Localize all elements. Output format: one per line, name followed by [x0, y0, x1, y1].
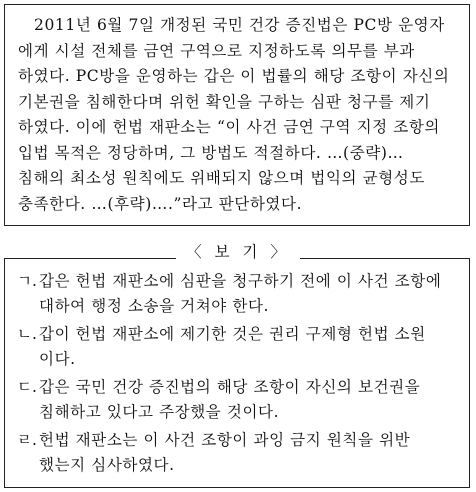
- passage-line: 2011년 6월 7일 개정된 국민 건강 증진법은 PC방 운영자: [34, 16, 445, 34]
- passage-line: 하였다. 이에 헌법 재판소는 “이 사건 금연 구역 지정 조항의: [18, 118, 440, 136]
- bogi-item-d: [17, 428, 459, 477]
- passage-line: 입법 목적은 정당하며, 그 방법도 적절하다. …(중략)…: [18, 143, 404, 162]
- item-line: 이다.: [39, 349, 76, 368]
- passage-line: 기본권을 침해한다며 위헌 확인을 구하는 심판 청구를 제기: [18, 92, 431, 111]
- bogi-item-a: [17, 269, 459, 318]
- passage-line: 에게 시설 전체를 금연 구역으로 지정하도록 의무를 부과: [18, 41, 415, 60]
- passage-line: 침해의 최소성 원칙에도 위배되지 않으며 법익의 균형성도: [18, 169, 425, 187]
- bogi-box: [4, 258, 470, 488]
- item-marker: ㄴ.: [17, 325, 37, 343]
- bogi-title-wrap: [0, 237, 476, 265]
- item-line: 대하여 행정 소송을 거쳐야 한다.: [39, 296, 270, 315]
- item-line: 침해하고 있다고 주장했을 것이다.: [39, 402, 280, 421]
- passage-line: 충족한다. …(후략)….”라고 판단하였다.: [18, 194, 303, 213]
- item-marker: ㄹ.: [17, 431, 37, 449]
- bogi-title: 〈 보 기 〉: [176, 240, 300, 262]
- item-line: 갑은 국민 건강 증진법의 해당 조항이 자신의 보건권을: [39, 378, 421, 396]
- item-line: 헌법 재판소는 이 사건 조항이 과잉 금지 원칙을 위반: [39, 431, 411, 449]
- passage-line: 하였다. PC방을 운영하는 갑은 이 법률의 해당 조항이 자신의: [18, 67, 450, 85]
- item-marker: ㄷ.: [17, 378, 37, 396]
- item-marker: ㄱ.: [17, 272, 37, 290]
- bogi-item-c: [17, 375, 459, 424]
- item-line: 갑이 헌법 재판소에 제기한 것은 권리 구제형 헌법 소원: [39, 325, 426, 343]
- item-line: 갑은 헌법 재판소에 심판을 청구하기 전에 이 사건 조항에: [39, 272, 442, 290]
- passage-box: [4, 4, 470, 226]
- bogi-item-b: [17, 322, 459, 371]
- item-line: 했는지 심사하였다.: [39, 455, 175, 474]
